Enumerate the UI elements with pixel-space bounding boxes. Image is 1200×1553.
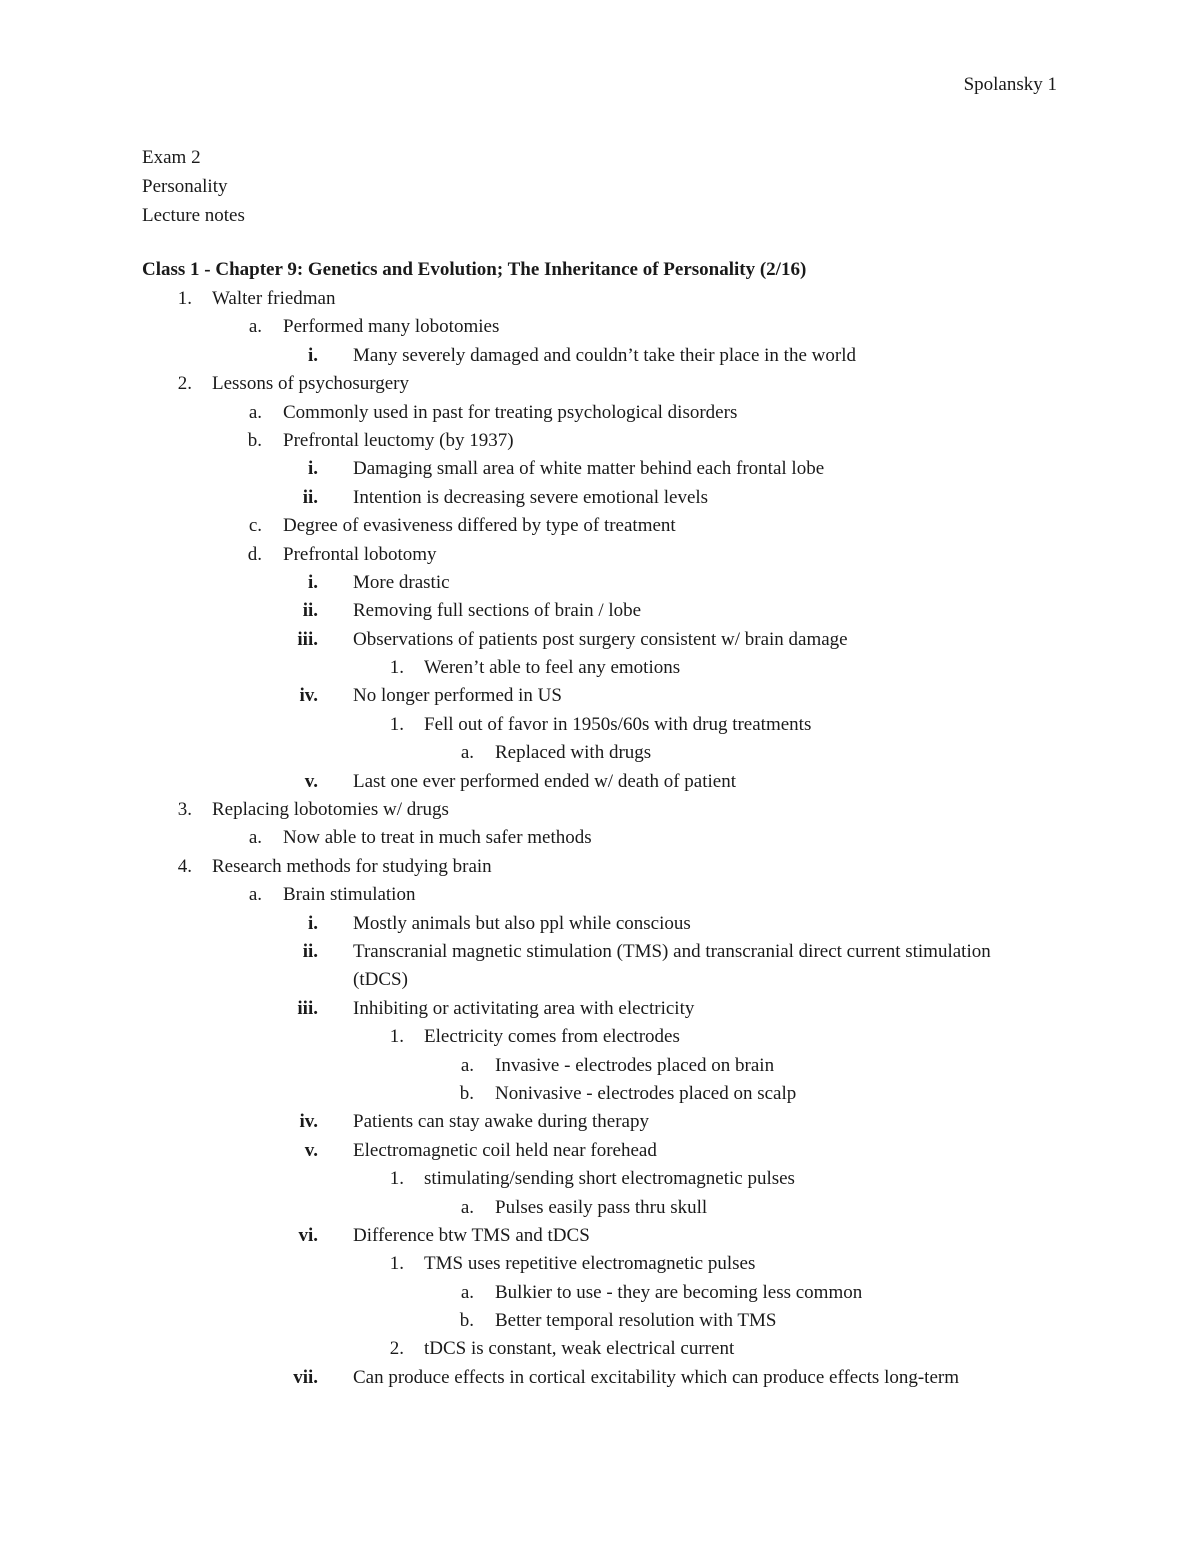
outline-text: Nonivasive - electrodes placed on scalp <box>495 1082 797 1104</box>
outline-marker: iii. <box>297 628 318 650</box>
outline-marker: iv. <box>299 685 318 707</box>
outline-marker: iv. <box>299 1111 318 1133</box>
outline-item <box>0 514 1200 542</box>
outline-marker: a. <box>248 827 262 849</box>
outline-marker: i. <box>307 571 318 593</box>
outline-item <box>0 912 1200 940</box>
outline-marker: 1. <box>389 1026 404 1048</box>
outline-text: Removing full sections of brain / lobe <box>353 600 642 622</box>
outline-item <box>0 543 1200 571</box>
outline-text: Brain stimulation <box>283 884 416 906</box>
outline-text: Difference btw TMS and tDCS <box>353 1224 590 1246</box>
outline-marker: ii. <box>302 486 318 508</box>
outline-text: Pulses easily pass thru skull <box>495 1196 708 1218</box>
outline-marker: 2. <box>177 373 192 395</box>
outline-marker: c. <box>248 515 262 537</box>
outline-text: Prefrontal lobotomy <box>283 543 437 565</box>
heading-exam: Exam 2 <box>142 147 201 168</box>
outline-marker: b. <box>459 1082 474 1104</box>
outline-marker: ii. <box>302 600 318 622</box>
outline-text: Patients can stay awake during therapy <box>353 1111 649 1133</box>
outline-item <box>0 372 1200 400</box>
document-heading <box>142 143 245 230</box>
outline-marker: vii. <box>293 1366 318 1388</box>
outline-text: Fell out of favor in 1950s/60s with drug treatments <box>424 713 812 735</box>
outline-text: Commonly used in past for treating psychological disorders <box>283 401 738 423</box>
outline-item <box>0 401 1200 429</box>
outline-item <box>0 1224 1200 1252</box>
outline-text: Now able to treat in much safer methods <box>283 827 592 849</box>
outline-text: Replacing lobotomies w/ drugs <box>212 799 449 821</box>
outline-marker: v. <box>304 770 318 792</box>
outline-marker: i. <box>307 458 318 480</box>
outline-text: Transcranial magnetic stimulation (TMS) and transcranial direct current stimulation (tDCS) <box>353 940 991 991</box>
outline-item <box>0 1366 1200 1394</box>
outline-marker: 2. <box>389 1338 404 1360</box>
outline-item <box>0 656 1200 684</box>
outline-text: Prefrontal leuctomy (by 1937) <box>283 429 514 451</box>
outline-marker: a. <box>460 1196 474 1218</box>
outline-item <box>0 599 1200 627</box>
outline-text: Walter friedman <box>212 288 336 309</box>
outline-marker: b. <box>459 1310 474 1332</box>
outline-text: Degree of evasiveness differed by type of treatment <box>283 515 676 537</box>
outline-text: More drastic <box>353 571 450 593</box>
outline-marker: d. <box>247 543 262 565</box>
outline-item <box>0 1252 1200 1280</box>
outline-marker: a. <box>248 884 262 906</box>
outline-item <box>0 1167 1200 1195</box>
lecture-outline <box>0 287 1200 1394</box>
outline-text: Electricity comes from electrodes <box>424 1026 680 1048</box>
outline-text: Observations of patients post surgery consistent w/ brain damage <box>353 628 848 650</box>
outline-text: Lessons of psychosurgery <box>212 373 410 395</box>
outline-item <box>0 315 1200 343</box>
outline-marker: a. <box>460 1281 474 1303</box>
outline-marker: 1. <box>389 657 404 679</box>
outline-marker: ii. <box>302 940 318 962</box>
outline-marker: iii. <box>297 997 318 1019</box>
heading-course: Personality <box>142 176 228 197</box>
outline-marker: 1. <box>389 1168 404 1190</box>
outline-text: Research methods for studying brain <box>212 855 492 877</box>
page-header: Spolansky 1 <box>963 74 1057 95</box>
outline-marker: 1. <box>389 1253 404 1275</box>
outline-text: Better temporal resolution with TMS <box>495 1310 777 1332</box>
outline-marker: a. <box>460 1054 474 1076</box>
outline-text: Replaced with drugs <box>495 742 652 764</box>
outline-item <box>0 684 1200 712</box>
outline-marker: b. <box>247 429 262 451</box>
outline-item <box>0 855 1200 883</box>
outline-item <box>0 997 1200 1025</box>
outline-item <box>0 1281 1200 1309</box>
outline-text: Weren’t able to feel any emotions <box>424 657 681 679</box>
heading-notes: Lecture notes <box>142 205 245 226</box>
outline-item <box>0 1110 1200 1138</box>
outline-item <box>0 1196 1200 1224</box>
outline-text: Can produce effects in cortical excitability which can produce effects long-term <box>353 1366 959 1388</box>
outline-marker: i. <box>307 912 318 934</box>
outline-item <box>0 1337 1200 1365</box>
outline-marker: i. <box>307 344 318 366</box>
outline-item <box>0 344 1200 372</box>
outline-item <box>0 486 1200 514</box>
outline-marker: a. <box>248 316 262 338</box>
outline-text: Mostly animals but also ppl while conscious <box>353 912 691 934</box>
outline-item <box>0 883 1200 911</box>
outline-marker: 1. <box>389 713 404 735</box>
outline-item <box>0 287 1200 315</box>
outline-item <box>0 1082 1200 1110</box>
outline-item <box>0 1054 1200 1082</box>
outline-item <box>0 571 1200 599</box>
outline-item <box>0 1139 1200 1167</box>
class-title: Class 1 - Chapter 9: Genetics and Evolution; The Inheritance of Personality (2/16) <box>142 259 807 280</box>
outline-marker: 4. <box>177 855 192 877</box>
outline-item <box>0 741 1200 769</box>
outline-text: Intention is decreasing severe emotional levels <box>353 486 709 508</box>
outline-item <box>0 429 1200 457</box>
outline-text: tDCS is constant, weak electrical current <box>424 1338 735 1360</box>
outline-marker: 1. <box>177 288 192 309</box>
outline-text: Bulkier to use - they are becoming less common <box>495 1281 863 1303</box>
outline-item <box>0 940 1200 997</box>
outline-text: TMS uses repetitive electromagnetic pulses <box>424 1253 756 1275</box>
outline-marker: a. <box>248 401 262 423</box>
outline-text: Invasive - electrodes placed on brain <box>495 1054 775 1076</box>
outline-text: stimulating/sending short electromagnetic pulses <box>424 1168 795 1190</box>
outline-text: Performed many lobotomies <box>283 316 500 338</box>
outline-item <box>0 1309 1200 1337</box>
outline-item <box>0 457 1200 485</box>
outline-item <box>0 1025 1200 1053</box>
outline-text: Last one ever performed ended w/ death of patient <box>353 770 737 792</box>
outline-marker: vi. <box>298 1224 318 1246</box>
outline-marker: 3. <box>177 799 192 821</box>
outline-text: No longer performed in US <box>353 685 562 707</box>
outline-item <box>0 770 1200 798</box>
outline-text: Inhibiting or activitating area with electricity <box>353 997 695 1019</box>
outline-item <box>0 713 1200 741</box>
outline-marker: a. <box>460 742 474 764</box>
outline-text: Electromagnetic coil held near forehead <box>353 1139 657 1161</box>
outline-text: Damaging small area of white matter behind each frontal lobe <box>353 458 825 480</box>
outline-marker: v. <box>304 1139 318 1161</box>
outline-text: Many severely damaged and couldn’t take their place in the world <box>353 344 856 366</box>
outline-item <box>0 628 1200 656</box>
outline-item <box>0 826 1200 854</box>
outline-item <box>0 798 1200 826</box>
